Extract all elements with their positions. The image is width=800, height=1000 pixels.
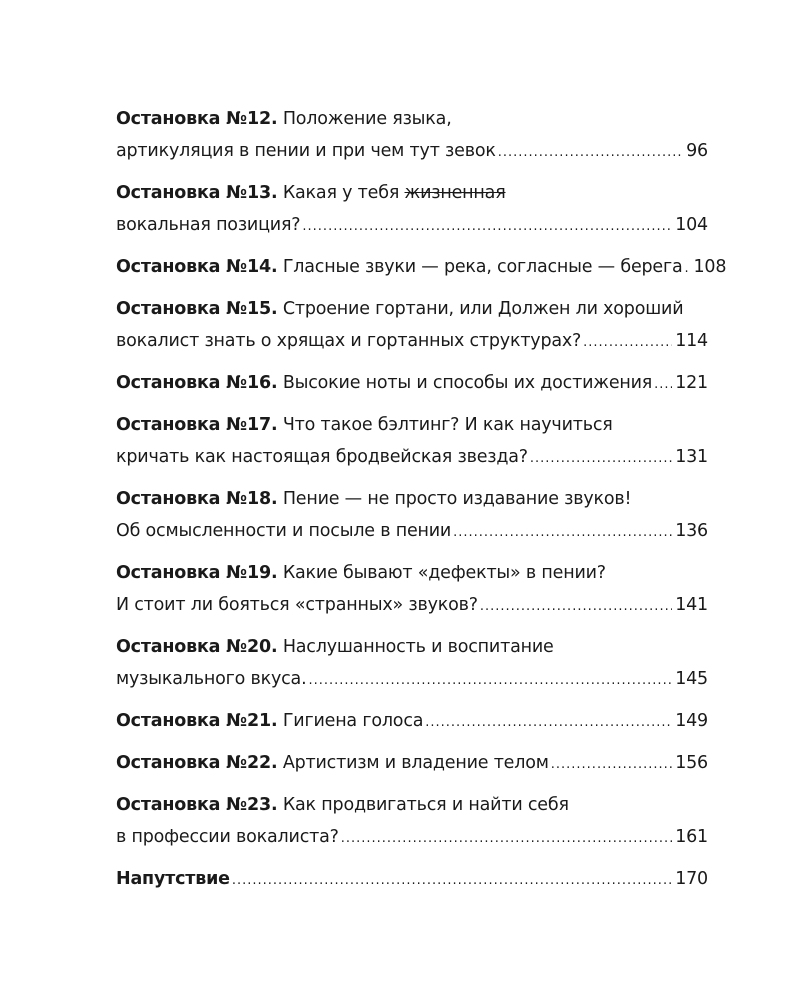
toc-entry-title: Наслушанность и воспитание: [282, 637, 554, 657]
toc-page-number: 108: [693, 257, 727, 277]
toc-entry-17[interactable]: [116, 409, 708, 473]
toc-page-number: 161: [675, 827, 708, 847]
toc-entry-title: Гласные звуки — река, согласные — берега: [282, 257, 683, 277]
toc-entry-label: Остановка №12.: [116, 109, 278, 129]
dot-leader: [583, 327, 672, 359]
toc-entry-title: Какая у тебя: [282, 183, 400, 203]
toc-entry-label: Остановка №21.: [116, 711, 278, 731]
dot-leader: [685, 253, 691, 285]
toc-entry-label: Остановка №20.: [116, 637, 278, 657]
toc-entry-23[interactable]: [116, 789, 708, 853]
toc-entry-title: И стоит ли бояться «странных» звуков?: [116, 595, 478, 615]
toc-entry-label: Остановка №17.: [116, 415, 278, 435]
toc-struck-word: жизненная: [404, 183, 506, 203]
toc-entry-20[interactable]: [116, 631, 708, 695]
toc-entry-title: кричать как настоящая бродвейская звезда?: [116, 447, 528, 467]
dot-leader: [480, 591, 672, 623]
dot-leader: [308, 665, 672, 697]
toc-entry-22[interactable]: [116, 747, 708, 779]
toc-entry-title: вокальная позиция?: [116, 215, 301, 235]
toc-entry-16[interactable]: [116, 367, 708, 399]
toc-entry-farewell[interactable]: [116, 863, 708, 895]
dot-leader: [232, 865, 672, 897]
toc-page-number: 136: [675, 521, 708, 541]
toc-page-number: 170: [675, 869, 708, 889]
toc-page-number: 156: [675, 753, 708, 773]
toc-page-number: 96: [686, 141, 708, 161]
dot-leader: [302, 211, 672, 243]
toc-entry-title: вокалист знать о хрящах и гортанных структурах?: [116, 331, 582, 351]
table-of-contents: [116, 103, 727, 905]
toc-entry-title: в профессии вокалиста?: [116, 827, 339, 847]
toc-entry-label: Остановка №22.: [116, 753, 278, 773]
toc-entry-title: Как продвигаться и найти себя: [282, 795, 569, 815]
dot-leader: [530, 443, 672, 475]
toc-page-number: 104: [675, 215, 708, 235]
toc-entry-12[interactable]: [116, 103, 708, 167]
dot-leader: [551, 749, 672, 781]
dot-leader: [498, 137, 683, 169]
toc-entry-title: Высокие ноты и способы их достижения: [282, 373, 653, 393]
toc-page-number: 114: [675, 331, 708, 351]
toc-entry-18[interactable]: [116, 483, 708, 547]
toc-entry-13[interactable]: [116, 177, 708, 241]
toc-page-number: 121: [675, 373, 708, 393]
toc-entry-title: Что такое бэлтинг? И как научиться: [282, 415, 613, 435]
toc-page-number: 145: [675, 669, 708, 689]
toc-entry-15[interactable]: [116, 293, 708, 357]
toc-entry-title: Гигиена голоса: [282, 711, 424, 731]
dot-leader: [341, 823, 672, 855]
dot-leader: [453, 517, 672, 549]
toc-entry-title: музыкального вкуса.: [116, 669, 307, 689]
toc-entry-label: Остановка №14.: [116, 257, 278, 277]
dot-leader: [425, 707, 672, 739]
toc-entry-title: Строение гортани, или Должен ли хороший: [282, 299, 684, 319]
toc-entry-21[interactable]: [116, 705, 708, 737]
toc-entry-title: Артистизм и владение телом: [282, 753, 549, 773]
toc-entry-14[interactable]: [116, 251, 727, 283]
toc-entry-19[interactable]: [116, 557, 708, 621]
toc-page-number: 149: [675, 711, 708, 731]
toc-entry-title: Положение языка,: [282, 109, 452, 129]
toc-entry-label: Остановка №16.: [116, 373, 278, 393]
toc-entry-title: Пение — не просто издавание звуков!: [282, 489, 632, 509]
toc-entry-label: Остановка №19.: [116, 563, 278, 583]
dot-leader: [654, 369, 672, 401]
toc-page-number: 141: [675, 595, 708, 615]
toc-entry-label: Остановка №18.: [116, 489, 278, 509]
toc-entry-title: Какие бывают «дефекты» в пении?: [282, 563, 606, 583]
toc-entry-label: Остановка №23.: [116, 795, 278, 815]
toc-entry-title: артикуляция в пении и при чем тут зевок: [116, 141, 496, 161]
toc-entry-label: Напутствие: [116, 869, 230, 889]
toc-entry-label: Остановка №15.: [116, 299, 278, 319]
toc-entry-title: Об осмысленности и посыле в пении: [116, 521, 452, 541]
toc-page-number: 131: [675, 447, 708, 467]
toc-entry-label: Остановка №13.: [116, 183, 278, 203]
